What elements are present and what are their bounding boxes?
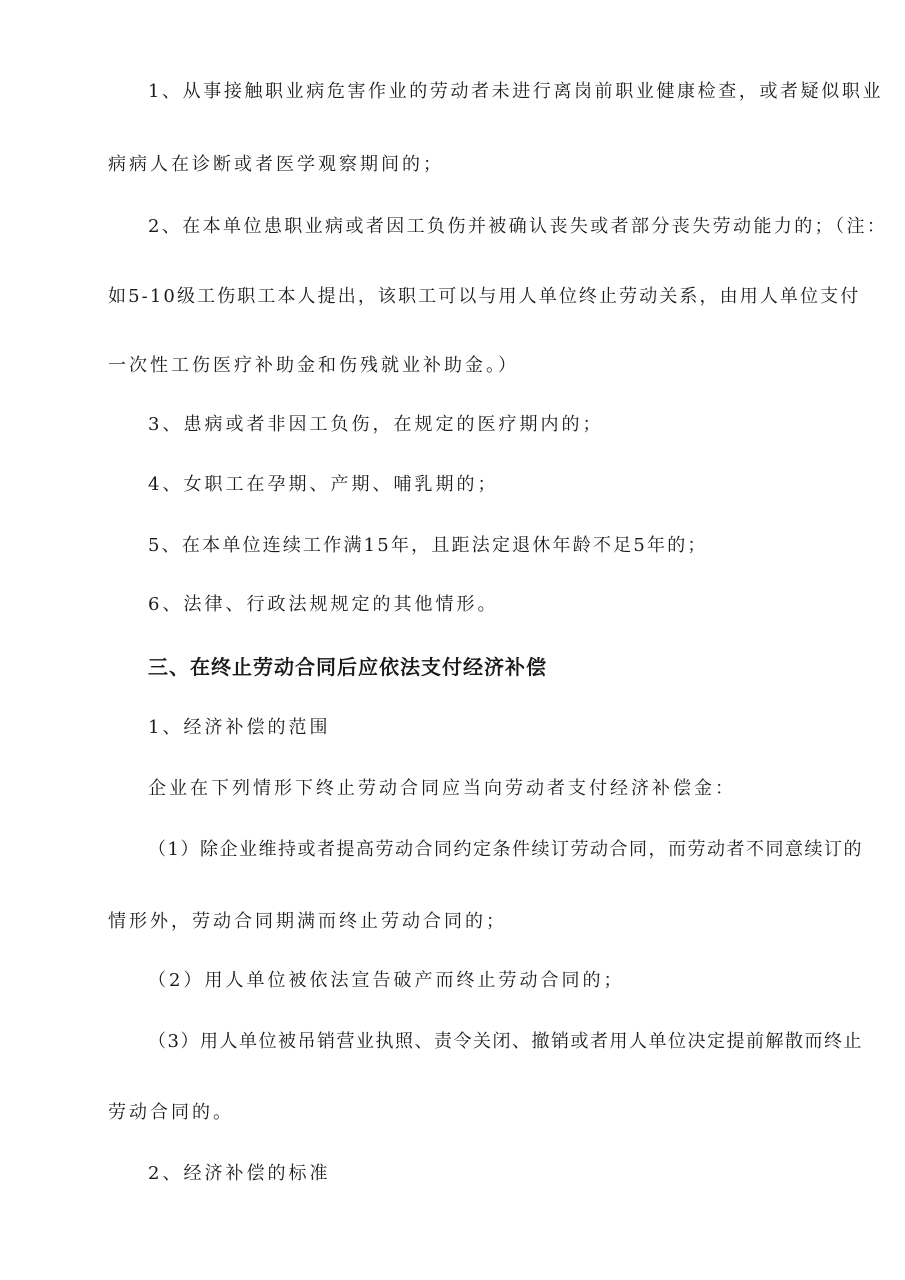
body-text-line: 企业在下列情形下终止劳动合同应当向劳动者支付经济补偿金： (148, 778, 736, 799)
body-text-line: （1）除企业维持或者提高劳动合同约定条件续订劳动合同，而劳动者不同意续订的 (148, 839, 863, 860)
body-text-line: 病病人在诊断或者医学观察期间的； (108, 154, 444, 175)
subsection-title: 2、经济补偿的标准 (148, 1163, 331, 1184)
body-text-line: 劳动合同的。 (108, 1102, 234, 1123)
body-text-line: （2）用人单位被依法宣告破产而终止劳动合同的； (148, 970, 625, 991)
body-text-line: 2、在本单位患职业病或者因工负伤并被确认丧失或者部分丧失劳动能力的；（注： (148, 216, 888, 237)
body-text-line: 1、从事接触职业病危害作业的劳动者未进行离岗前职业健康检查，或者疑似职业 (148, 81, 884, 102)
body-text-line: （3）用人单位被吊销营业执照、责令关闭、撤销或者用人单位决定提前解散而终止 (148, 1031, 863, 1052)
body-text-line: 6、法律、行政法规规定的其他情形。 (148, 594, 499, 615)
body-text-line: 4、女职工在孕期、产期、哺乳期的； (148, 474, 499, 495)
section-heading: 三、在终止劳动合同后应依法支付经济补偿 (148, 655, 547, 679)
body-text-line: 一次性工伤医疗补助金和伤残就业补助金。） (108, 355, 519, 376)
body-text-line: 情形外，劳动合同期满而终止劳动合同的； (108, 911, 507, 932)
body-text-line: 3、患病或者非因工负伤，在规定的医疗期内的； (148, 414, 604, 435)
body-text-line: 如5-10级工伤职工本人提出，该职工可以与用人单位终止劳动关系，由用人单位支付 (108, 286, 861, 307)
subsection-title: 1、经济补偿的范围 (148, 717, 331, 738)
body-text-line: 5、在本单位连续工作满15年，且距法定退休年龄不足5年的； (148, 535, 708, 556)
